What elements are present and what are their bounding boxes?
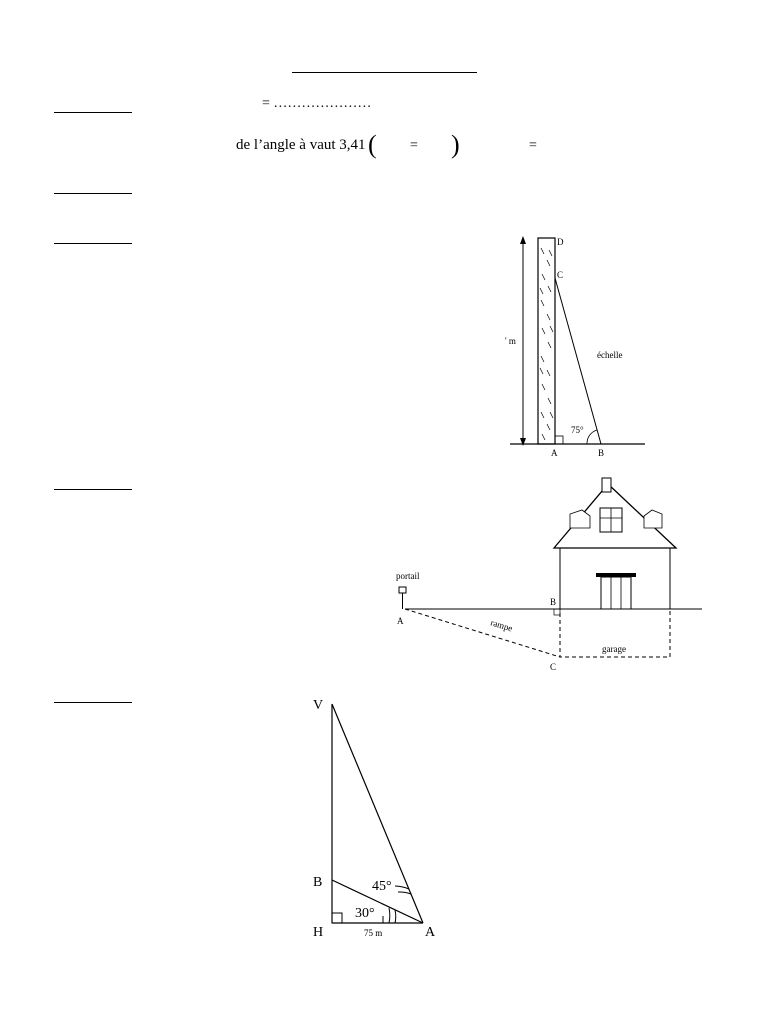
angle-75-label: 75° — [571, 425, 584, 435]
angle-45-arc — [395, 886, 409, 889]
exercise-5-rule — [54, 702, 132, 703]
point-A-label: A — [425, 925, 436, 940]
angle-45-arc-2 — [398, 892, 411, 894]
angle-statement: de l’angle à vaut 3,41 — [236, 137, 366, 153]
height-arrow-top — [520, 236, 526, 244]
front-door-awning — [596, 573, 636, 577]
portail-post — [399, 587, 406, 593]
point-D-label: D — [557, 237, 564, 247]
triangle-figure — [305, 690, 450, 940]
angle-30-arc — [389, 908, 390, 923]
ladder-line — [555, 278, 601, 444]
angle-arc — [587, 430, 597, 444]
ramp-label: rampe — [489, 617, 514, 634]
angle-30-arc-2 — [395, 910, 396, 923]
point-V-label: V — [313, 698, 324, 713]
paren-open: ( — [368, 130, 377, 159]
angle-45-label: 45° — [372, 879, 392, 894]
height-label: ' m — [505, 336, 516, 346]
point-B-label: B — [313, 875, 323, 890]
point-H-label: H — [313, 925, 324, 940]
point-A-label: A — [551, 448, 558, 458]
height-arrow-bottom — [520, 438, 526, 446]
portail-label: portail — [396, 571, 420, 581]
front-door — [601, 577, 631, 609]
point-C-label: C — [550, 662, 557, 672]
paren-equals: = — [410, 138, 418, 153]
garage-label: garage — [602, 644, 626, 654]
exercise-1-rule — [54, 112, 132, 113]
ramp-line — [405, 609, 560, 657]
exercise-4-rule — [54, 489, 132, 490]
point-C-label: C — [557, 270, 564, 280]
ladder-label: échelle — [597, 350, 623, 360]
right-angle-marker — [332, 913, 342, 923]
title-underline — [292, 72, 477, 73]
result-equals: = — [529, 138, 537, 153]
dormer-right — [644, 510, 662, 528]
paren-close: ) — [451, 130, 460, 159]
exercise-2-rule — [54, 193, 132, 194]
ladder-figure — [495, 228, 655, 463]
right-angle-marker — [555, 436, 563, 444]
point-B-label: B — [550, 597, 557, 607]
house-figure — [390, 470, 710, 675]
right-angle-marker — [554, 609, 560, 615]
angle-30-label: 30° — [355, 906, 375, 921]
wall — [538, 238, 555, 444]
base-length-label: 75 m — [364, 928, 383, 938]
chimney — [602, 478, 611, 492]
answer-blank: = ………………… — [262, 96, 372, 111]
exercise-3-rule — [54, 243, 132, 244]
point-B-label: B — [598, 448, 605, 458]
point-A-label: A — [397, 616, 404, 626]
